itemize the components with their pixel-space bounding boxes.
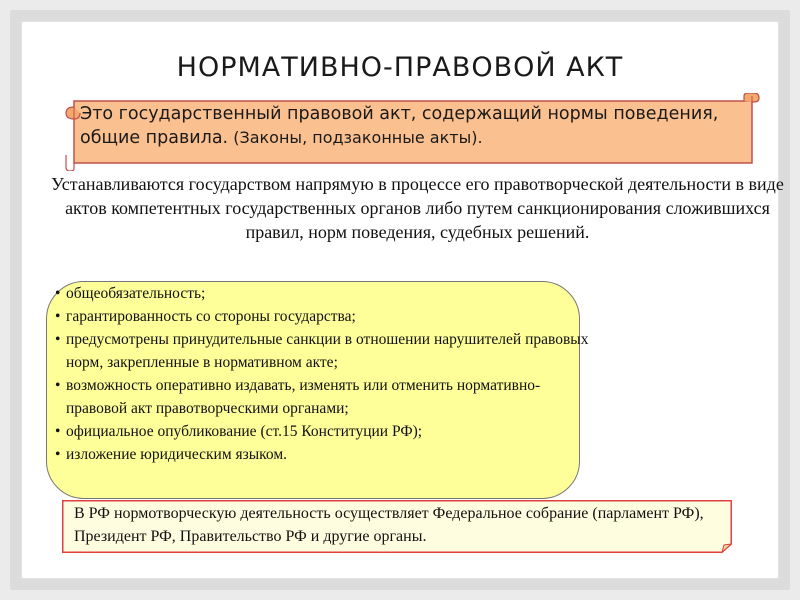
definition-examples: (Законы, подзаконные акты). bbox=[228, 128, 483, 147]
slide-title: НОРМАТИВНО-ПРАВОВОЙ АКТ bbox=[176, 52, 624, 83]
bullet-icon: • bbox=[55, 331, 61, 348]
feature-text: общеобязательность; bbox=[66, 285, 206, 302]
feature-item bbox=[50, 374, 590, 420]
feature-item bbox=[50, 305, 590, 328]
feature-item bbox=[50, 420, 590, 443]
note-box bbox=[62, 500, 732, 553]
definition-main: Это государственный правовой акт, содержащий нормы поведения, общие правила. bbox=[80, 104, 719, 148]
definition-scroll bbox=[62, 93, 765, 171]
feature-text: изложение юридическим языком. bbox=[66, 446, 288, 463]
feature-item bbox=[50, 328, 590, 374]
bullet-icon: • bbox=[55, 446, 61, 463]
bullet-icon: • bbox=[55, 423, 61, 440]
bullet-icon: • bbox=[55, 308, 61, 325]
note-text: В РФ нормотворческую деятельность осуществляет Федеральное собрание (парламент РФ), Президент РФ, Правительство РФ и другие органы. bbox=[74, 505, 704, 545]
feature-text: возможность оперативно издавать, изменять или отменить нормативно-правовой акт правотворческими органами; bbox=[66, 377, 541, 417]
features-list bbox=[50, 282, 590, 466]
bullet-icon: • bbox=[55, 377, 61, 394]
feature-text: предусмотрены принудительные санкции в отношении нарушителей правовых норм, закрепленные в нормативном акте; bbox=[66, 331, 589, 371]
feature-text: официальное опубликование (ст.15 Конституции РФ); bbox=[66, 423, 423, 440]
feature-item bbox=[50, 443, 590, 466]
definition-text bbox=[80, 103, 760, 150]
feature-item bbox=[50, 282, 590, 305]
main-paragraph: Устанавливаются государством напрямую в процессе его правотворческой деятельности в виде актов компетентных государственных органов либо путем санкционирования сложившихся правил, норм поведения, судебных решений. bbox=[51, 174, 784, 242]
bullet-icon: • bbox=[55, 285, 61, 302]
feature-text: гарантированность со стороны государства; bbox=[66, 308, 356, 325]
